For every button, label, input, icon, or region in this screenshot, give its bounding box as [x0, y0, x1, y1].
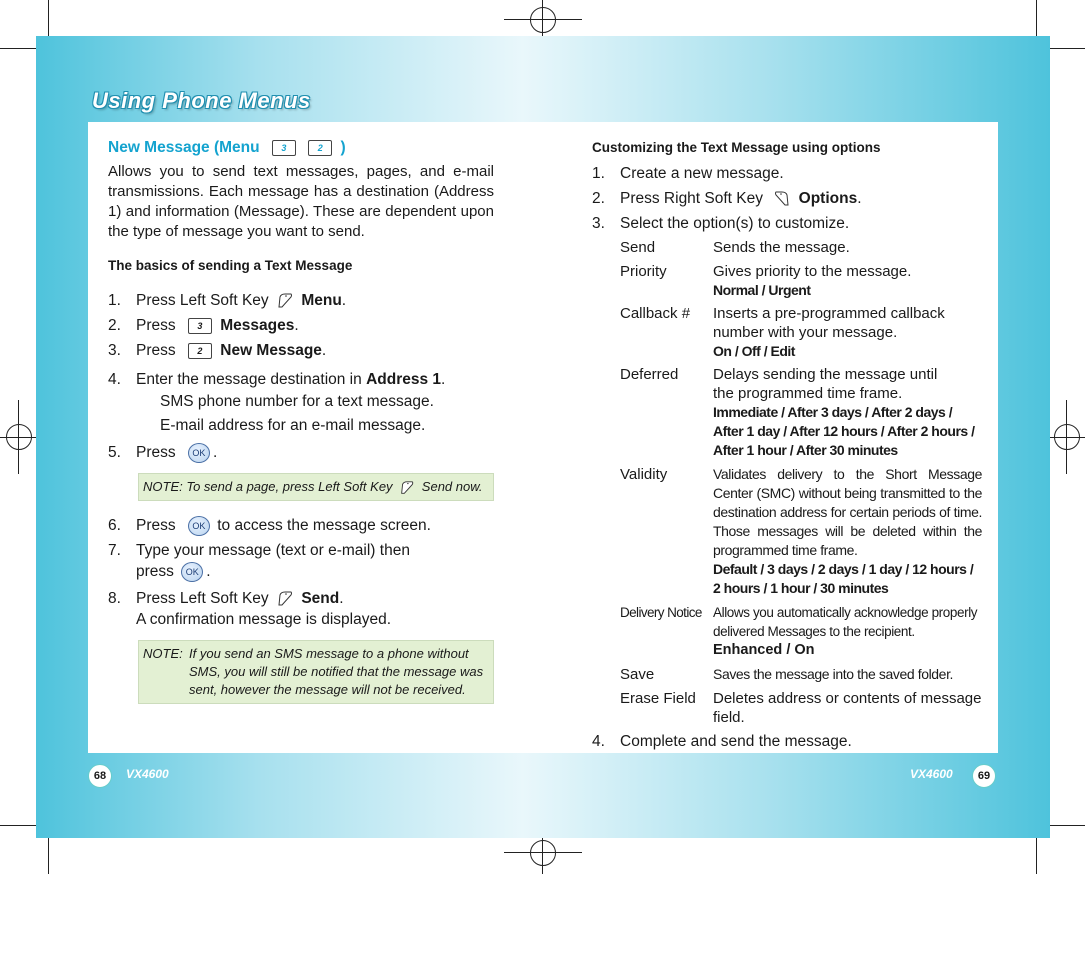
crop-mark: [1050, 825, 1085, 826]
step-text-part: Press: [136, 342, 176, 359]
right-column: [592, 138, 982, 752]
left-column: [108, 138, 494, 710]
step-text-part: Press: [136, 517, 176, 534]
option-row: [592, 304, 982, 361]
note-box: [138, 640, 494, 704]
crop-mark: [48, 838, 49, 874]
subsection-heading: The basics of sending a Text Message: [108, 258, 353, 273]
step-text-part: Press: [136, 444, 176, 461]
option-name: Deferred: [620, 366, 679, 383]
step-text-part: .: [857, 190, 862, 207]
step-text: [136, 515, 431, 536]
registration-circle: [6, 424, 32, 450]
step-text-part: .: [294, 317, 299, 334]
crop-mark: [1036, 838, 1037, 874]
option-description: [713, 238, 982, 257]
step-number: 5.: [108, 444, 121, 461]
option-desc-text: Saves the message into the saved folder.: [713, 666, 954, 682]
option-values: Default / 3 days / 2 days / 1 day / 12 hours / 2 hours / 1 hour / 30 minutes: [713, 561, 974, 596]
crop-mark: [1050, 48, 1085, 49]
step-text: [136, 315, 299, 336]
option-desc-text: Gives priority to the message.: [713, 263, 912, 280]
option-name: Erase Field: [620, 690, 696, 707]
model-name-right: VX4600: [910, 767, 953, 781]
step-number: 7.: [108, 542, 121, 559]
step-text: [136, 369, 445, 390]
option-values: On / Off / Edit: [713, 343, 795, 359]
key-3-icon: 3: [188, 318, 212, 334]
intro-paragraph: Allows you to send text messages, pages, and e-mail transmissions. Each message has a destination (Address 1) and information (Message). These are dependent upon the type of message you want to send.: [108, 163, 494, 240]
step-text-part: .: [206, 563, 211, 580]
step-text-part: .: [339, 590, 344, 607]
step-item: [592, 163, 982, 184]
option-row: [592, 262, 982, 300]
step-subitem: E-mail address for an e-mail message.: [160, 417, 426, 434]
note-text: Send now.: [421, 479, 483, 494]
step-item: [592, 188, 982, 209]
section-heading: Customizing the Text Message using options: [592, 140, 881, 155]
step-item: [108, 588, 494, 630]
step-text: Complete and send the message.: [620, 733, 852, 750]
left-soft-key-icon: [276, 590, 294, 608]
note-box: [138, 473, 494, 501]
option-name: Priority: [620, 263, 667, 280]
step-text-part: .: [321, 342, 327, 359]
step-text-part: Press Left Soft Key: [136, 590, 269, 607]
step-text-part: Enter the message destination in: [136, 371, 362, 388]
registration-circle: [530, 7, 556, 33]
option-name: Validity: [620, 466, 668, 483]
option-desc-text: Sends the message.: [713, 239, 850, 256]
heading-text: ): [340, 139, 346, 156]
crop-mark: [0, 825, 36, 826]
option-row: [592, 365, 982, 460]
option-description: [713, 465, 982, 598]
step-number: 3.: [592, 215, 605, 232]
option-desc-text: Deletes address or contents of message field.: [713, 690, 982, 726]
note-text: NOTE: To send a page, press Left Soft Key: [143, 479, 393, 494]
step-number: 3.: [108, 342, 121, 359]
step-text: Create a new message.: [620, 165, 784, 182]
crop-mark: [0, 48, 36, 49]
step-text-part: press: [136, 563, 174, 580]
key-2-icon: 2: [308, 140, 332, 156]
option-values: Normal / Urgent: [713, 282, 811, 298]
registration-circle: [530, 840, 556, 866]
option-desc-text: Validates delivery to the Short Message Center (SMC) without being transmitted to the destination address for certain periods of time. Those messages will be deleted within the programmed time frame.: [713, 466, 982, 558]
model-name-left: VX4600: [126, 767, 169, 781]
option-description: [713, 689, 982, 727]
step-text-part: Press Right Soft Key: [620, 190, 764, 207]
step-number: 2.: [108, 317, 121, 334]
step-text: [136, 340, 326, 361]
step-text-part: A confirmation message is displayed.: [136, 611, 392, 628]
key-2-icon: 2: [188, 343, 212, 359]
option-row: [592, 465, 982, 598]
crop-mark: [1036, 0, 1037, 36]
option-name: Callback #: [620, 305, 691, 322]
step-text: [136, 540, 410, 582]
registration-circle: [1054, 424, 1080, 450]
step-item: [108, 290, 494, 311]
step-text-part: .: [212, 444, 218, 461]
heading-text: New Message (Menu: [108, 139, 260, 156]
step-subitem: SMS phone number for a text message.: [160, 393, 434, 410]
step-item: [108, 540, 494, 582]
step-number: 6.: [108, 517, 121, 534]
step-number: 4.: [592, 733, 605, 750]
ok-key-icon: OK: [181, 562, 203, 582]
step-text-part: Press: [136, 317, 176, 334]
ok-key-icon: OK: [188, 443, 210, 463]
step-number: 4.: [108, 371, 121, 388]
left-soft-key-icon: [276, 292, 294, 310]
step-item: [592, 213, 982, 234]
step-text-part: Type your message (text or e-mail) then: [136, 542, 410, 559]
option-desc-text: Delays sending the message until the programmed time frame.: [713, 366, 938, 402]
step-item: [108, 340, 494, 361]
step-text: [620, 188, 862, 209]
step-bold-text: Messages: [220, 317, 295, 334]
step-text: Select the option(s) to customize.: [620, 215, 850, 232]
note-label: NOTE:: [143, 646, 183, 661]
option-row: [592, 689, 982, 727]
key-3-icon: 3: [272, 140, 296, 156]
step-bold-text: Menu: [301, 292, 342, 309]
step-item: [108, 515, 494, 536]
step-bold-text: Send: [301, 590, 340, 607]
right-soft-key-icon: [773, 190, 791, 208]
option-row: [592, 665, 982, 684]
note-body: If you send an SMS message to a phone without SMS, you will still be notified that the message was sent, however the message will not be received.: [189, 646, 484, 697]
option-values: Immediate / After 3 days / After 2 days / After 1 day / After 12 hours / After 2 hours / After 1 hour / After 30 minutes: [713, 404, 975, 458]
step-item: [108, 369, 494, 390]
step-item: [108, 442, 494, 463]
option-name: Send: [620, 239, 656, 256]
note-text: [143, 645, 489, 699]
option-description: [713, 262, 982, 300]
ok-key-icon: OK: [188, 516, 210, 536]
step-text: [136, 290, 346, 311]
option-description: [713, 665, 982, 684]
step-number: 1.: [108, 292, 121, 309]
option-desc-text: Allows you automatically acknowledge properly delivered Messages to the recipient.: [713, 605, 978, 639]
step-text: [136, 588, 391, 630]
option-name: Delivery Notice: [620, 605, 702, 620]
page-title: Using Phone Menus: [92, 88, 311, 113]
step-text-part: .: [441, 371, 446, 388]
crop-mark: [48, 0, 49, 36]
option-values: Enhanced / On: [713, 642, 815, 658]
step-bold-text: New Message: [220, 342, 322, 359]
page-number-right: 69: [972, 764, 996, 788]
step-number: 1.: [592, 165, 605, 182]
step-bold-text: Options: [798, 190, 858, 207]
step-text-part: to access the message screen.: [217, 517, 431, 534]
option-name: Save: [620, 666, 655, 683]
step-number: 8.: [108, 590, 121, 607]
section-heading: [108, 138, 494, 158]
option-row: [592, 238, 982, 257]
step-text-part: .: [341, 292, 347, 309]
option-desc-text: Inserts a pre-programmed callback number with your message.: [713, 305, 945, 341]
step-item: [108, 315, 494, 336]
step-text-part: Press Left Soft Key: [136, 292, 269, 309]
step-item: [592, 731, 982, 752]
option-description: [713, 603, 982, 660]
step-bold-text: Address 1: [366, 371, 442, 388]
step-text: [136, 442, 217, 463]
option-description: [713, 304, 982, 361]
left-soft-key-icon: [399, 480, 415, 496]
option-description: [713, 365, 982, 460]
option-row: [592, 603, 982, 660]
step-number: 2.: [592, 190, 605, 207]
page-number-left: 68: [88, 764, 112, 788]
